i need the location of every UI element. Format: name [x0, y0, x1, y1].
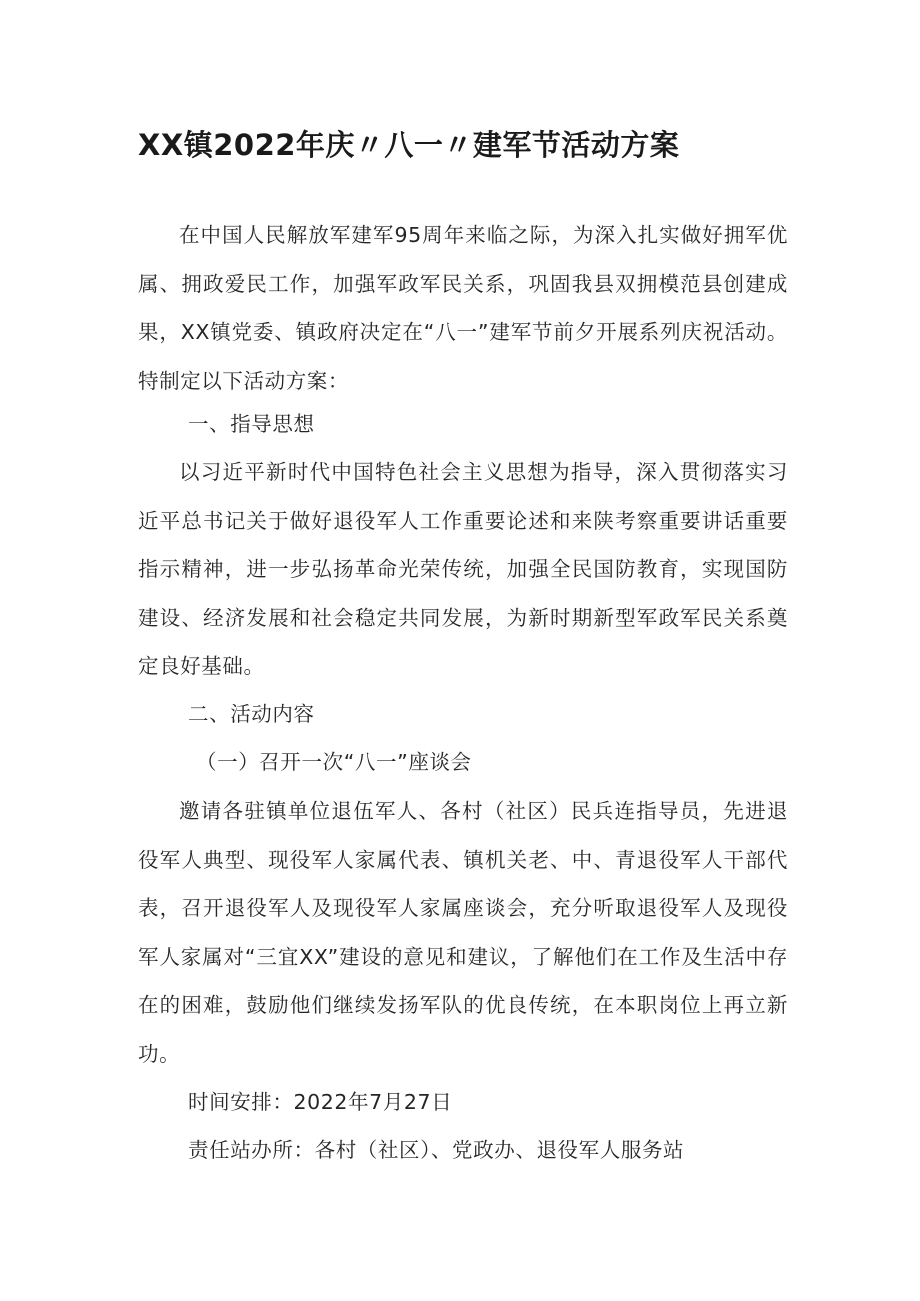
guiding-ideology-paragraph: 以习近平新时代中国特色社会主义思想为指导，深入贯彻落实习近平总书记关于做好退役军人工作重要论述和来陕考察重要讲话重要指示精神，进一步弘扬革命光荣传统，加强全民国防教育，实现国防建设、经济发展和社会稳定共同发展，为新时期新型军政军民关系奠定良好基础。 [138, 460, 788, 678]
intro-paragraph: 在中国人民解放军建军95周年来临之际，为深入扎实做好拥军优属、拥政爱民工作，加强军政军民关系，巩固我县双拥模范县创建成果，XX镇党委、镇政府决定在“八一”建军节前夕开展系列庆祝活动。特制定以下活动方案： [138, 223, 788, 393]
symposium-paragraph: 邀请各驻镇单位退伍军人、各村（社区）民兵连指导员，先进退役军人典型、现役军人家属代表、镇机关老、中、青退役军人干部代表，召开退役军人及现役军人家属座谈会，充分听取退役军人及现役军人家属对“三宜XX”建设的意见和建议，了解他们在工作及生活中存在的困难，鼓励他们继续发扬军队的优良传统，在本职岗位上再立新功。 [138, 799, 788, 1066]
responsible-units-line: 责任站办所：各村（社区）、党政办、退役军人服务站 [188, 1138, 685, 1162]
schedule-line: 时间安排：2022年7月27日 [188, 1090, 453, 1114]
subsection-heading-symposium: （一）召开一次“八一”座谈会 [196, 750, 472, 774]
section-heading-guiding-ideology: 一、指导思想 [188, 412, 315, 436]
document-title: XX镇2022年庆〃八一〃建军节活动方案 [138, 128, 680, 162]
section-heading-activity-content: 二、活动内容 [188, 702, 315, 726]
